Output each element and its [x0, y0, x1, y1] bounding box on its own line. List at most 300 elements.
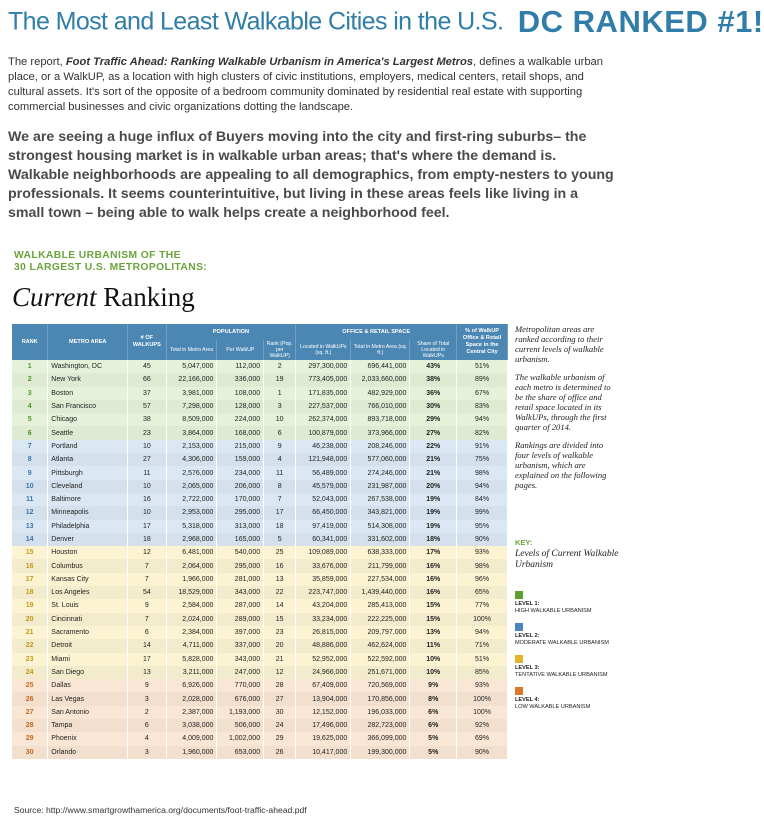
cell-walkups: 17: [128, 520, 166, 533]
cell-walkups: 37: [128, 387, 166, 400]
cell-rank: 12: [12, 506, 48, 519]
table-row: [12, 706, 508, 719]
table-row: [12, 692, 508, 705]
cell-rank: 13: [12, 520, 48, 533]
cell-pop: 5,047,000: [166, 360, 217, 373]
cell-rp: 14: [264, 599, 296, 612]
cell-share: 19%: [410, 520, 457, 533]
quote-paragraph: We are seeing a huge influx of Buyers moving into the city and first-ring suburbs– the strongest housing market is in walkable urban areas; that's where the demand is. Walkable neighborhoods are appealing to all demographics, from empty-nesters to young professionals. It seems counterintuitive, but living in these areas feels like living in a small town – being able to walk helps create a neighborhood feel.: [8, 129, 614, 221]
table-row: [12, 520, 508, 533]
table-row: [12, 573, 508, 586]
cell-rank: 23: [12, 653, 48, 666]
cell-cc: 89%: [457, 373, 508, 386]
table-row: [12, 586, 508, 599]
cell-cc: 82%: [457, 426, 508, 439]
cell-per: 336,000: [217, 373, 264, 386]
cell-walkups: 6: [128, 719, 166, 732]
legend-key: [515, 538, 619, 719]
cell-tot: 331,602,000: [351, 533, 410, 546]
cell-rp: 24: [264, 719, 296, 732]
cell-rp: 28: [264, 679, 296, 692]
cell-walkups: 45: [128, 360, 166, 373]
cell-tot: 211,799,000: [351, 559, 410, 572]
current-word: Current: [12, 282, 97, 312]
cell-per: 1,193,000: [217, 706, 264, 719]
cell-walkups: 66: [128, 373, 166, 386]
cell-pop: 2,722,000: [166, 493, 217, 506]
cell-metro: Miami: [48, 653, 128, 666]
cell-walkups: 10: [128, 506, 166, 519]
cell-metro: Boston: [48, 387, 128, 400]
cell-loc: 171,835,000: [296, 387, 351, 400]
cell-loc: 26,815,000: [296, 626, 351, 639]
cell-walkups: 18: [128, 533, 166, 546]
cell-rp: 2: [264, 360, 296, 373]
key-item: [515, 687, 619, 719]
cell-rank: 1: [12, 360, 48, 373]
cell-walkups: 16: [128, 493, 166, 506]
table-row: [12, 732, 508, 745]
cell-pop: 4,711,000: [166, 639, 217, 652]
cell-walkups: 57: [128, 400, 166, 413]
table-row: [12, 546, 508, 559]
cell-share: 20%: [410, 480, 457, 493]
cell-rp: 26: [264, 746, 296, 759]
cell-rp: 8: [264, 480, 296, 493]
cell-per: 287,000: [217, 599, 264, 612]
cell-tot: 199,300,000: [351, 746, 410, 759]
cell-share: 13%: [410, 626, 457, 639]
cell-rp: 12: [264, 666, 296, 679]
cell-pop: 2,065,000: [166, 480, 217, 493]
table-row: [12, 559, 508, 572]
cell-rank: 18: [12, 586, 48, 599]
subtitle-line-2: 30 LARGEST U.S. METROPOLITANS:: [14, 262, 208, 273]
cell-per: 112,000: [217, 360, 264, 373]
cell-tot: 222,225,000: [351, 613, 410, 626]
cell-walkups: 4: [128, 732, 166, 745]
cell-loc: 227,537,000: [296, 400, 351, 413]
cell-metro: Dallas: [48, 679, 128, 692]
cell-rp: 15: [264, 613, 296, 626]
cell-rp: 30: [264, 706, 296, 719]
cell-walkups: 11: [128, 466, 166, 479]
cell-metro: Kansas City: [48, 573, 128, 586]
table-row: [12, 746, 508, 759]
cell-per: 165,000: [217, 533, 264, 546]
cell-share: 21%: [410, 453, 457, 466]
cell-metro: Cleveland: [48, 480, 128, 493]
cell-tot: 267,538,000: [351, 493, 410, 506]
level-name: LEVEL 1:: [515, 601, 540, 607]
cell-walkups: 38: [128, 413, 166, 426]
table-row: [12, 666, 508, 679]
cell-cc: 83%: [457, 400, 508, 413]
level-name: LEVEL 2:: [515, 633, 540, 639]
cell-cc: 95%: [457, 520, 508, 533]
cell-loc: 262,374,000: [296, 413, 351, 426]
cell-rp: 9: [264, 440, 296, 453]
cell-rank: 30: [12, 746, 48, 759]
cell-rank: 17: [12, 573, 48, 586]
cell-tot: 514,308,000: [351, 520, 410, 533]
cell-metro: Tampa: [48, 719, 128, 732]
cell-cc: 75%: [457, 453, 508, 466]
cell-cc: 93%: [457, 546, 508, 559]
cell-rp: 19: [264, 373, 296, 386]
cell-rank: 15: [12, 546, 48, 559]
cell-loc: 56,489,000: [296, 466, 351, 479]
table-row: [12, 639, 508, 652]
cell-per: 770,000: [217, 679, 264, 692]
cell-share: 9%: [410, 679, 457, 692]
cell-tot: 285,413,000: [351, 599, 410, 612]
level-swatch: [515, 591, 523, 599]
level-description: HIGH WALKABLE URBANISM: [515, 608, 592, 614]
cell-share: 19%: [410, 493, 457, 506]
ranking-table-body: [12, 360, 508, 759]
cell-pop: 2,576,000: [166, 466, 217, 479]
cell-rp: 3: [264, 400, 296, 413]
cell-pop: 2,153,000: [166, 440, 217, 453]
cell-pop: 4,009,000: [166, 732, 217, 745]
cell-rp: 10: [264, 413, 296, 426]
intro-suffix: , defines a walkable urban place, or a WalkUP, as a location with high clusters of civic institutions, employers, medical centers, retail shops, and cultural assets. It's sort of the opposite of a bedroom community dominated by residential real estate with supporting commercial businesses and civic organizations dotting the landscape.: [8, 56, 603, 113]
section-subtitle: [14, 250, 207, 274]
col-per-walkup: Per WalkUP: [217, 340, 264, 360]
page-header: [8, 4, 764, 44]
cell-share: 6%: [410, 719, 457, 732]
cell-cc: 90%: [457, 746, 508, 759]
col-total-pop: Total in Metro Area: [166, 340, 217, 360]
level-description: TENTATIVE WALKABLE URBANISM: [515, 672, 608, 678]
cell-loc: 33,234,000: [296, 613, 351, 626]
cell-walkups: 54: [128, 586, 166, 599]
cell-metro: San Antonio: [48, 706, 128, 719]
cell-cc: 92%: [457, 719, 508, 732]
cell-share: 10%: [410, 666, 457, 679]
cell-per: 653,000: [217, 746, 264, 759]
cell-tot: 373,966,000: [351, 426, 410, 439]
cell-tot: 170,856,000: [351, 692, 410, 705]
cell-pop: 22,166,000: [166, 373, 217, 386]
cell-rank: 10: [12, 480, 48, 493]
level-description: MODERATE WALKABLE URBANISM: [515, 640, 609, 646]
cell-rank: 9: [12, 466, 48, 479]
cell-rp: 17: [264, 506, 296, 519]
cell-share: 5%: [410, 746, 457, 759]
cell-tot: 482,929,000: [351, 387, 410, 400]
cell-metro: Seattle: [48, 426, 128, 439]
cell-pop: 5,828,000: [166, 653, 217, 666]
cell-per: 170,000: [217, 493, 264, 506]
table-row: [12, 533, 508, 546]
cell-walkups: 7: [128, 573, 166, 586]
cell-pop: 5,318,000: [166, 520, 217, 533]
cell-share: 27%: [410, 426, 457, 439]
cell-loc: 48,886,000: [296, 639, 351, 652]
cell-per: 159,000: [217, 453, 264, 466]
key-title: Levels of Current Walkable Urbanism: [515, 549, 619, 570]
cell-rank: 5: [12, 413, 48, 426]
cell-pop: 2,024,000: [166, 613, 217, 626]
cell-share: 6%: [410, 706, 457, 719]
cell-share: 43%: [410, 360, 457, 373]
cell-loc: 100,879,000: [296, 426, 351, 439]
cell-tot: 696,441,000: [351, 360, 410, 373]
cell-tot: 720,569,000: [351, 679, 410, 692]
cell-pop: 6,481,000: [166, 546, 217, 559]
col-total-space: Total in Metro Area (sq. ft.): [351, 340, 410, 360]
cell-share: 18%: [410, 533, 457, 546]
cell-metro: Atlanta: [48, 453, 128, 466]
cell-cc: 96%: [457, 573, 508, 586]
cell-cc: 94%: [457, 413, 508, 426]
cell-walkups: 3: [128, 746, 166, 759]
cell-per: 337,000: [217, 639, 264, 652]
table-row: [12, 387, 508, 400]
cell-pop: 2,584,000: [166, 599, 217, 612]
cell-cc: 67%: [457, 387, 508, 400]
cell-walkups: 23: [128, 426, 166, 439]
cell-share: 30%: [410, 400, 457, 413]
cell-rp: 4: [264, 453, 296, 466]
cell-share: 36%: [410, 387, 457, 400]
cell-rank: 24: [12, 666, 48, 679]
cell-rank: 3: [12, 387, 48, 400]
col-metro-area: METRO AREA: [48, 324, 128, 360]
key-item: [515, 591, 619, 623]
cell-tot: 196,033,000: [351, 706, 410, 719]
cell-pop: 8,509,000: [166, 413, 217, 426]
cell-tot: 209,797,000: [351, 626, 410, 639]
cell-cc: 85%: [457, 666, 508, 679]
cell-tot: 462,624,000: [351, 639, 410, 652]
cell-per: 506,000: [217, 719, 264, 732]
cell-loc: 223,747,000: [296, 586, 351, 599]
cell-tot: 2,033,660,000: [351, 373, 410, 386]
side-notes: [515, 324, 615, 498]
cell-rp: 5: [264, 533, 296, 546]
cell-cc: 90%: [457, 533, 508, 546]
subtitle-line-1: WALKABLE URBANISM OF THE: [14, 250, 181, 261]
cell-share: 15%: [410, 599, 457, 612]
level-name: LEVEL 4:: [515, 697, 540, 703]
cell-cc: 51%: [457, 653, 508, 666]
intro-paragraph: [8, 55, 614, 115]
side-note-3: Rankings are divided into four levels of walkable urbanism, which are explained on the following pages.: [515, 440, 607, 490]
cell-metro: Pittsburgh: [48, 466, 128, 479]
level-swatch: [515, 623, 523, 631]
cell-metro: Chicago: [48, 413, 128, 426]
cell-loc: 121,948,000: [296, 453, 351, 466]
table-row: [12, 360, 508, 373]
cell-pop: 3,038,000: [166, 719, 217, 732]
cell-rank: 7: [12, 440, 48, 453]
cell-rank: 20: [12, 613, 48, 626]
cell-walkups: 17: [128, 653, 166, 666]
cell-rp: 23: [264, 626, 296, 639]
page-title: The Most and Least Walkable Cities in the U.S.: [8, 7, 504, 36]
cell-metro: San Diego: [48, 666, 128, 679]
cell-rp: 20: [264, 639, 296, 652]
cell-loc: 13,904,000: [296, 692, 351, 705]
cell-per: 247,000: [217, 666, 264, 679]
col-located: Located in WalkUPs (sq. ft.): [296, 340, 351, 360]
col-share: Share of Total Located in WalkUPs: [410, 340, 457, 360]
cell-metro: Portland: [48, 440, 128, 453]
cell-walkups: 27: [128, 453, 166, 466]
table-row: [12, 400, 508, 413]
cell-per: 215,000: [217, 440, 264, 453]
cell-rank: 22: [12, 639, 48, 652]
col-rank: RANK: [12, 324, 48, 360]
cell-cc: 99%: [457, 506, 508, 519]
cell-per: 168,000: [217, 426, 264, 439]
cell-tot: 274,246,000: [351, 466, 410, 479]
cell-metro: New York: [48, 373, 128, 386]
cell-metro: St. Louis: [48, 599, 128, 612]
level-swatch: [515, 687, 523, 695]
level-swatch: [515, 655, 523, 663]
cell-rank: 19: [12, 599, 48, 612]
cell-rp: 21: [264, 653, 296, 666]
cell-per: 295,000: [217, 506, 264, 519]
cell-pop: 3,981,000: [166, 387, 217, 400]
col-walkups: # OF WALKUPS: [128, 324, 166, 360]
cell-per: 540,000: [217, 546, 264, 559]
cell-cc: 100%: [457, 613, 508, 626]
cell-tot: 208,246,000: [351, 440, 410, 453]
cell-share: 22%: [410, 440, 457, 453]
cell-walkups: 13: [128, 666, 166, 679]
col-rank-pop: Rank (Pop. per WalkUP): [264, 340, 296, 360]
cell-rank: 29: [12, 732, 48, 745]
col-central-city: % of WalkUP Office & Retail Space in the Central City: [457, 324, 508, 360]
cell-pop: 2,064,000: [166, 559, 217, 572]
cell-tot: 227,534,000: [351, 573, 410, 586]
cell-cc: 65%: [457, 586, 508, 599]
cell-metro: Phoenix: [48, 732, 128, 745]
cell-metro: Washington, DC: [48, 360, 128, 373]
cell-loc: 52,043,000: [296, 493, 351, 506]
cell-pop: 2,028,000: [166, 692, 217, 705]
table-row: [12, 599, 508, 612]
cell-per: 224,000: [217, 413, 264, 426]
cell-loc: 24,966,000: [296, 666, 351, 679]
cell-share: 15%: [410, 613, 457, 626]
cell-loc: 297,300,000: [296, 360, 351, 373]
cell-loc: 19,625,000: [296, 732, 351, 745]
cell-metro: Las Vegas: [48, 692, 128, 705]
cell-per: 313,000: [217, 520, 264, 533]
cell-loc: 97,419,000: [296, 520, 351, 533]
cell-walkups: 6: [128, 626, 166, 639]
table-row: [12, 413, 508, 426]
cell-rank: 28: [12, 719, 48, 732]
table-row: [12, 506, 508, 519]
cell-pop: 1,960,000: [166, 746, 217, 759]
cell-share: 17%: [410, 546, 457, 559]
table-row: [12, 480, 508, 493]
key-label: KEY:: [515, 538, 533, 547]
cell-rp: 22: [264, 586, 296, 599]
cell-share: 21%: [410, 466, 457, 479]
table-row: [12, 466, 508, 479]
cell-pop: 6,926,000: [166, 679, 217, 692]
cell-loc: 773,405,000: [296, 373, 351, 386]
level-description: LOW WALKABLE URBANISM: [515, 704, 591, 710]
cell-loc: 35,859,000: [296, 573, 351, 586]
cell-rank: 6: [12, 426, 48, 439]
dc-ranked-badge: DC RANKED #1!: [517, 4, 764, 39]
cell-rank: 14: [12, 533, 48, 546]
cell-rank: 26: [12, 692, 48, 705]
key-item: [515, 655, 619, 687]
cell-cc: 71%: [457, 639, 508, 652]
cell-per: 343,000: [217, 586, 264, 599]
cell-rank: 8: [12, 453, 48, 466]
cell-walkups: 2: [128, 706, 166, 719]
cell-rank: 16: [12, 559, 48, 572]
cell-pop: 2,387,000: [166, 706, 217, 719]
cell-loc: 60,341,000: [296, 533, 351, 546]
cell-walkups: 10: [128, 480, 166, 493]
cell-walkups: 9: [128, 679, 166, 692]
col-group-office-retail: OFFICE & RETAIL SPACE: [296, 324, 457, 340]
cell-cc: 94%: [457, 626, 508, 639]
table-row: [12, 626, 508, 639]
cell-metro: Denver: [48, 533, 128, 546]
cell-tot: 366,099,000: [351, 732, 410, 745]
cell-walkups: 12: [128, 546, 166, 559]
cell-loc: 43,204,000: [296, 599, 351, 612]
cell-per: 289,000: [217, 613, 264, 626]
cell-cc: 91%: [457, 440, 508, 453]
cell-metro: Houston: [48, 546, 128, 559]
cell-share: 5%: [410, 732, 457, 745]
key-item: [515, 623, 619, 655]
table-row: [12, 613, 508, 626]
cell-tot: 522,592,000: [351, 653, 410, 666]
cell-per: 676,000: [217, 692, 264, 705]
cell-cc: 94%: [457, 480, 508, 493]
side-note-1: Metropolitan areas are ranked according to their current levels of walkable urbanism.: [515, 324, 604, 364]
cell-tot: 893,718,000: [351, 413, 410, 426]
report-title: Foot Traffic Ahead: Ranking Walkable Urbanism in America's Largest Metros: [65, 56, 473, 68]
col-group-population: POPULATION: [166, 324, 296, 340]
table-row: [12, 679, 508, 692]
cell-rp: 1: [264, 387, 296, 400]
cell-loc: 45,579,000: [296, 480, 351, 493]
cell-per: 1,002,000: [217, 732, 264, 745]
cell-loc: 66,450,000: [296, 506, 351, 519]
cell-metro: Philadelphia: [48, 520, 128, 533]
cell-share: 11%: [410, 639, 457, 652]
cell-tot: 577,060,000: [351, 453, 410, 466]
cell-share: 38%: [410, 373, 457, 386]
cell-rp: 25: [264, 546, 296, 559]
ranking-table: [12, 324, 508, 759]
cell-rp: 7: [264, 493, 296, 506]
cell-loc: 109,089,000: [296, 546, 351, 559]
cell-per: 343,000: [217, 653, 264, 666]
cell-loc: 52,952,000: [296, 653, 351, 666]
cell-walkups: 3: [128, 692, 166, 705]
cell-rank: 11: [12, 493, 48, 506]
cell-tot: 766,010,000: [351, 400, 410, 413]
cell-per: 206,000: [217, 480, 264, 493]
